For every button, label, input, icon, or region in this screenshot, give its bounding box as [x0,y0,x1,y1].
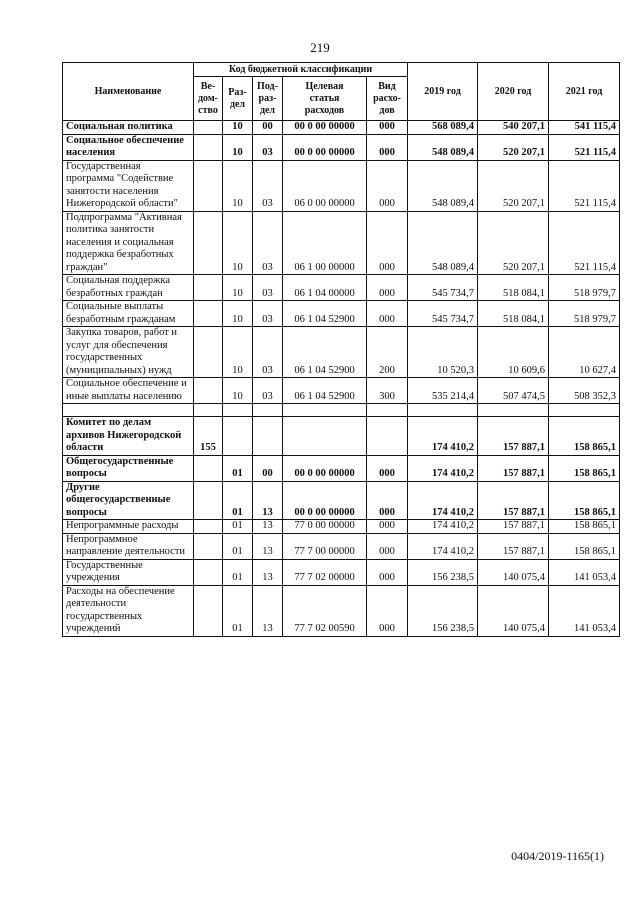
cell-razdel: 10 [223,327,253,378]
cell-y2020: 157 887,1 [478,520,549,534]
cell-y2019: 174 410,2 [408,455,478,481]
cell-y2019: 156 238,5 [408,559,478,585]
cell-target: 06 1 04 52900 [283,301,367,327]
cell-y2019: 174 410,2 [408,520,478,534]
header-2020: 2020 год [478,63,549,121]
cell-ved [194,378,223,404]
cell-y2021: 158 865,1 [549,481,620,520]
cell-y2019: 568 089,4 [408,121,478,135]
table-row [63,160,620,211]
header-code-group: Код бюджетной классификации [194,63,408,77]
cell-y2020: 520 207,1 [478,160,549,211]
cell-razdel: 10 [223,378,253,404]
cell-y2021: 518 979,7 [549,275,620,301]
cell-podrazdel: 03 [253,160,283,211]
cell-y2019: 535 214,4 [408,378,478,404]
cell-podrazdel: 13 [253,481,283,520]
cell-target: 00 0 00 00000 [283,134,367,160]
cell-name: Социальная поддержка безработных граждан [63,275,194,301]
cell-vid: 000 [367,520,408,534]
table-row [63,275,620,301]
cell-y2021: 10 627,4 [549,327,620,378]
page-number: 219 [310,40,330,55]
cell-razdel [223,417,253,456]
cell-y2021: 141 053,4 [549,559,620,585]
cell-y2019: 174 410,2 [408,533,478,559]
cell-name: Комитет по делам архивов Нижегородской области [63,417,194,456]
cell-vid: 200 [367,327,408,378]
cell-podrazdel: 03 [253,275,283,301]
table-row [63,559,620,585]
cell-razdel: 01 [223,585,253,636]
cell-y2019: 174 410,2 [408,417,478,456]
cell-name: Государственные учреждения [63,559,194,585]
cell-podrazdel: 03 [253,301,283,327]
cell-vid: 000 [367,211,408,275]
cell-y2019: 545 734,7 [408,275,478,301]
table-cell [549,404,620,417]
cell-podrazdel: 03 [253,378,283,404]
cell-vid: 000 [367,585,408,636]
table-cell [253,404,283,417]
cell-vid: 000 [367,121,408,135]
cell-y2019: 156 238,5 [408,585,478,636]
cell-y2019: 545 734,7 [408,301,478,327]
table-row [63,211,620,275]
cell-razdel: 10 [223,121,253,135]
cell-razdel: 01 [223,533,253,559]
cell-ved [194,211,223,275]
cell-razdel: 01 [223,481,253,520]
cell-razdel: 10 [223,160,253,211]
cell-razdel: 10 [223,134,253,160]
table-row [63,121,620,135]
cell-y2020: 518 084,1 [478,301,549,327]
cell-target: 06 0 00 00000 [283,160,367,211]
cell-ved [194,520,223,534]
cell-y2020: 140 075,4 [478,559,549,585]
cell-y2021: 158 865,1 [549,417,620,456]
budget-table [62,62,620,637]
cell-name: Непрограммное направление деятельности [63,533,194,559]
cell-ved [194,481,223,520]
header-podrazdel: Под- раз- дел [253,77,283,121]
cell-y2019: 10 520,3 [408,327,478,378]
cell-ved [194,160,223,211]
cell-vid: 000 [367,301,408,327]
cell-name: Непрограммные расходы [63,520,194,534]
cell-vid: 000 [367,533,408,559]
cell-podrazdel: 13 [253,585,283,636]
table-cell [478,404,549,417]
cell-y2019: 548 089,4 [408,160,478,211]
cell-name: Общегосударственные вопросы [63,455,194,481]
cell-y2020: 518 084,1 [478,275,549,301]
cell-podrazdel: 13 [253,533,283,559]
cell-y2019: 174 410,2 [408,481,478,520]
cell-target: 06 1 00 00000 [283,211,367,275]
cell-y2021: 158 865,1 [549,520,620,534]
cell-name: Расходы на обеспечение деятельности государственных учреждений [63,585,194,636]
cell-y2020: 157 887,1 [478,481,549,520]
cell-target: 77 7 00 00000 [283,533,367,559]
cell-name: Закупка товаров, работ и услуг для обеспечения государственных (муниципальных) нужд [63,327,194,378]
cell-name: Другие общегосударственные вопросы [63,481,194,520]
cell-y2019: 548 089,4 [408,134,478,160]
table-row [63,134,620,160]
cell-y2020: 140 075,4 [478,585,549,636]
cell-podrazdel: 13 [253,520,283,534]
cell-podrazdel [253,417,283,456]
cell-vid: 000 [367,481,408,520]
table-cell [63,404,194,417]
cell-podrazdel: 00 [253,455,283,481]
cell-ved [194,559,223,585]
cell-vid: 300 [367,378,408,404]
cell-y2020: 520 207,1 [478,134,549,160]
cell-y2020: 157 887,1 [478,417,549,456]
table-cell [283,404,367,417]
table-row [63,327,620,378]
cell-name: Социальные выплаты безработным гражданам [63,301,194,327]
cell-y2021: 518 979,7 [549,301,620,327]
cell-ved [194,134,223,160]
cell-target: 00 0 00 00000 [283,455,367,481]
table-header [63,63,620,121]
cell-target: 06 1 04 00000 [283,275,367,301]
cell-y2021: 158 865,1 [549,455,620,481]
cell-ved [194,275,223,301]
cell-target: 77 7 02 00000 [283,559,367,585]
cell-vid: 000 [367,160,408,211]
cell-vid: 000 [367,275,408,301]
cell-podrazdel: 00 [253,121,283,135]
cell-ved [194,533,223,559]
cell-razdel: 10 [223,211,253,275]
cell-ved: 155 [194,417,223,456]
header-2019: 2019 год [408,63,478,121]
cell-podrazdel: 03 [253,327,283,378]
cell-target: 00 0 00 00000 [283,121,367,135]
cell-y2021: 508 352,3 [549,378,620,404]
cell-ved [194,585,223,636]
table-cell [367,404,408,417]
table-cell [223,404,253,417]
cell-target: 06 1 04 52900 [283,378,367,404]
cell-target: 77 7 02 00590 [283,585,367,636]
cell-target: 00 0 00 00000 [283,481,367,520]
header-razdel: Раз- дел [223,77,253,121]
cell-y2021: 521 115,4 [549,160,620,211]
table-row [63,585,620,636]
spacer-row [63,404,620,417]
cell-y2021: 521 115,4 [549,134,620,160]
cell-name: Государственная программа "Содействие занятости населения Нижегородской области" [63,160,194,211]
cell-razdel: 10 [223,275,253,301]
table-row [63,520,620,534]
cell-ved [194,301,223,327]
cell-razdel: 10 [223,301,253,327]
cell-target: 06 1 04 52900 [283,327,367,378]
cell-vid: 000 [367,134,408,160]
cell-y2020: 520 207,1 [478,211,549,275]
table-row [63,301,620,327]
cell-vid: 000 [367,455,408,481]
cell-ved [194,327,223,378]
header-ved: Ве- дом- ство [194,77,223,121]
cell-podrazdel: 13 [253,559,283,585]
cell-razdel: 01 [223,455,253,481]
table-cell [194,404,223,417]
cell-podrazdel: 03 [253,211,283,275]
cell-name: Социальное обеспечение и иные выплаты населению [63,378,194,404]
document-code: 0404/2019-1165(1) [511,849,604,863]
cell-vid [367,417,408,456]
table-row [63,378,620,404]
cell-y2020: 10 609,6 [478,327,549,378]
cell-podrazdel: 03 [253,134,283,160]
table-cell [408,404,478,417]
table-body [63,121,620,637]
cell-ved [194,455,223,481]
header-2021: 2021 год [549,63,620,121]
table-row [63,481,620,520]
cell-y2020: 157 887,1 [478,533,549,559]
header-target: Целевая статья расходов [283,77,367,121]
cell-target [283,417,367,456]
table-row [63,455,620,481]
cell-name: Социальная политика [63,121,194,135]
cell-y2019: 548 089,4 [408,211,478,275]
cell-y2020: 507 474,5 [478,378,549,404]
cell-ved [194,121,223,135]
table-row [63,417,620,456]
cell-name: Социальное обеспечение населения [63,134,194,160]
header-name: Наименование [63,63,194,121]
cell-razdel: 01 [223,520,253,534]
table-row [63,533,620,559]
cell-y2021: 521 115,4 [549,211,620,275]
cell-vid: 000 [367,559,408,585]
cell-razdel: 01 [223,559,253,585]
cell-target: 77 0 00 00000 [283,520,367,534]
cell-y2021: 141 053,4 [549,585,620,636]
cell-y2021: 541 115,4 [549,121,620,135]
cell-y2020: 540 207,1 [478,121,549,135]
cell-name: Подпрограмма "Активная политика занятости населения и социальная поддержка безработных граждан" [63,211,194,275]
cell-y2020: 157 887,1 [478,455,549,481]
cell-y2021: 158 865,1 [549,533,620,559]
header-vid: Вид расхо- дов [367,77,408,121]
